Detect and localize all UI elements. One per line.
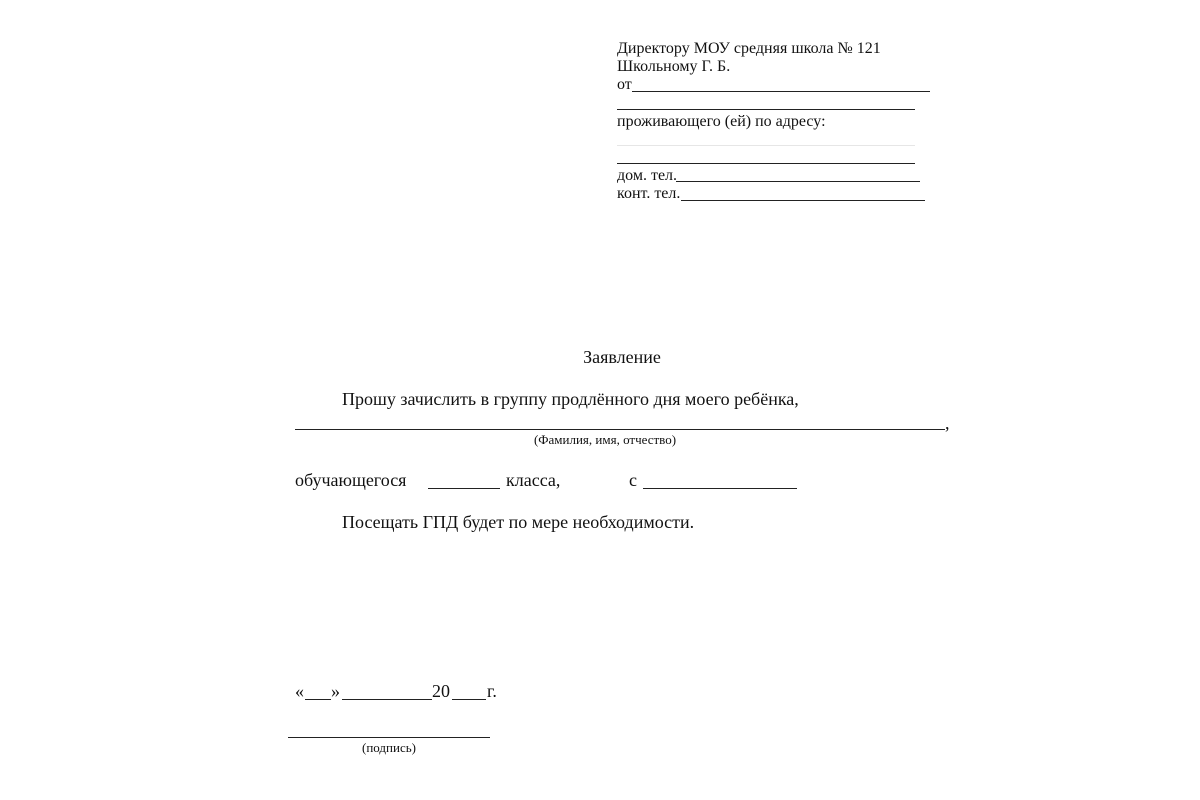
mobile-phone-label: конт. тел. xyxy=(617,185,681,202)
home-phone-fill-line[interactable] xyxy=(676,181,920,182)
year-prefix: 20 xyxy=(432,681,450,701)
address-label: проживающего (ей) по адресу: xyxy=(617,113,826,130)
date-month-fill-line[interactable] xyxy=(342,699,432,700)
attendance-text: Посещать ГПД будет по мере необходимости. xyxy=(342,512,695,532)
from-fill-line-2[interactable] xyxy=(617,109,915,110)
mobile-phone-fill-line[interactable] xyxy=(681,200,925,201)
document-title: Заявление xyxy=(583,347,661,367)
class-fill-line[interactable] xyxy=(428,488,500,489)
home-phone-label: дом. тел. xyxy=(617,167,678,184)
date-close-quote: » xyxy=(331,681,340,701)
request-text: Прошу зачислить в группу продлённого дня моего ребёнка, xyxy=(342,389,799,409)
addressee-line-1: Директору МОУ средняя школа № 121 xyxy=(617,40,881,57)
from-date-fill-line[interactable] xyxy=(643,488,797,489)
child-name-trailing-comma: , xyxy=(945,413,950,433)
signature-fill-line[interactable] xyxy=(288,737,490,738)
signature-caption: (подпись) xyxy=(362,740,416,755)
class-label: класса, xyxy=(506,470,561,490)
child-name-fill-line[interactable] xyxy=(295,429,945,430)
from-label: от xyxy=(617,76,632,93)
address-faint-line xyxy=(617,145,915,146)
student-label: обучающегося xyxy=(295,470,407,490)
year-fill-line[interactable] xyxy=(452,699,486,700)
from-fill-line[interactable] xyxy=(632,91,930,92)
address-fill-line[interactable] xyxy=(617,163,915,164)
year-suffix: г. xyxy=(487,681,497,701)
addressee-line-2: Школьному Г. Б. xyxy=(617,58,731,75)
child-name-caption: (Фамилия, имя, отчество) xyxy=(533,432,677,447)
from-date-label: с xyxy=(629,470,637,490)
date-open-quote: « xyxy=(295,681,304,701)
date-day-fill-line[interactable] xyxy=(305,699,331,700)
